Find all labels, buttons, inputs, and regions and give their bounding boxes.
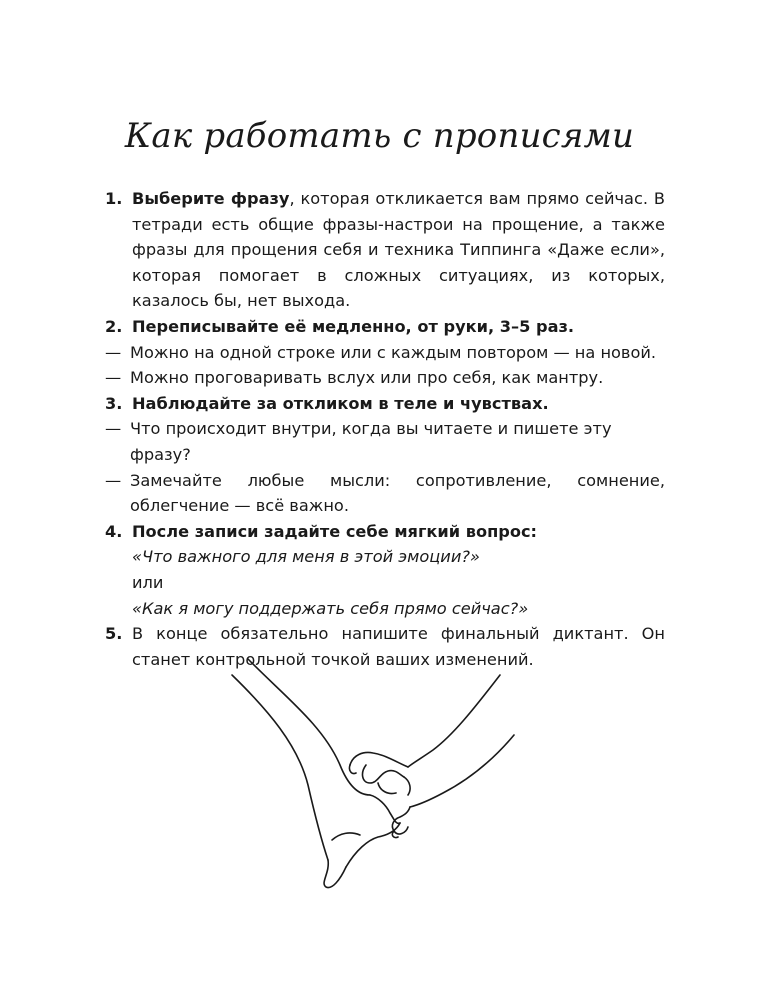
instructions-list: [105, 186, 665, 672]
right-fingers: [378, 777, 410, 795]
left-arm-outer: [232, 675, 328, 860]
dash-mark: —: [105, 470, 122, 490]
left-hand-fingers: [346, 823, 400, 867]
item-lead: Переписывайте её медленно, от руки, 3–5 раз.: [132, 316, 575, 336]
list-item-4: [105, 519, 665, 621]
dash-mark: —: [105, 368, 122, 388]
dash-text: Можно на одной строке или с каждым повтором — на новой.: [130, 342, 657, 362]
item-body: В конце обязательно напишите финальный диктант. Он станет контрольной точкой ваших изменений.: [132, 624, 665, 669]
dash-text: Можно проговаривать вслух или про себя, как мантру.: [130, 368, 604, 388]
right-arm-outer: [408, 675, 500, 767]
left-hand-palm: [324, 860, 346, 888]
item-number: 1.: [105, 189, 123, 208]
page-title: Как работать с прописями: [124, 116, 635, 156]
dash-mark: —: [105, 419, 122, 439]
list-item-1: [105, 186, 665, 314]
item-number: 2.: [105, 316, 123, 336]
list-item-3: [105, 391, 665, 519]
dash-line: [105, 365, 665, 391]
dash-mark: —: [105, 342, 122, 362]
item-number: 5.: [105, 624, 123, 644]
dash-line: [105, 340, 665, 366]
item-lead: После записи задайте себе мягкий вопрос:: [132, 521, 538, 541]
dash-line: [105, 468, 665, 519]
item-body: , которая откликается вам прямо сейчас. В тетради есть общие фразы-настрои на прощение, а также фразы для прощения себя и техника Типпинга «Даже если», которая помогает в сложных ситуациях, из которых, казалось бы, нет выхода.: [132, 189, 665, 311]
right-arm-inner: [410, 735, 514, 807]
item-number: 4.: [105, 521, 123, 541]
question-1: «Что важного для меня в этой эмоции?»: [132, 547, 480, 567]
right-hand-top: [350, 753, 408, 768]
list-item-2: [105, 314, 665, 391]
left-arm-inner: [248, 659, 370, 795]
right-knuckles: [363, 765, 404, 783]
question-2: «Как я могу поддержать себя прямо сейчас?»: [132, 598, 529, 618]
item-lead: Наблюдайте за откликом в теле и чувствах.: [132, 393, 549, 413]
item-text: [132, 186, 665, 314]
holding-hands-illustration: [228, 655, 518, 915]
left-thumb: [332, 833, 360, 840]
right-nails: [349, 765, 398, 838]
item-lead: Выберите фразу: [132, 189, 290, 208]
dash-line: [105, 416, 665, 467]
or-text: или: [132, 572, 164, 592]
dash-text: Что происходит внутри, когда вы читаете и пишете эту фразу?: [130, 419, 612, 464]
item-number: 3.: [105, 393, 123, 413]
dash-text: Замечайте любые мысли: сопротивление, сомнение, облегчение — всё важно.: [130, 470, 665, 516]
